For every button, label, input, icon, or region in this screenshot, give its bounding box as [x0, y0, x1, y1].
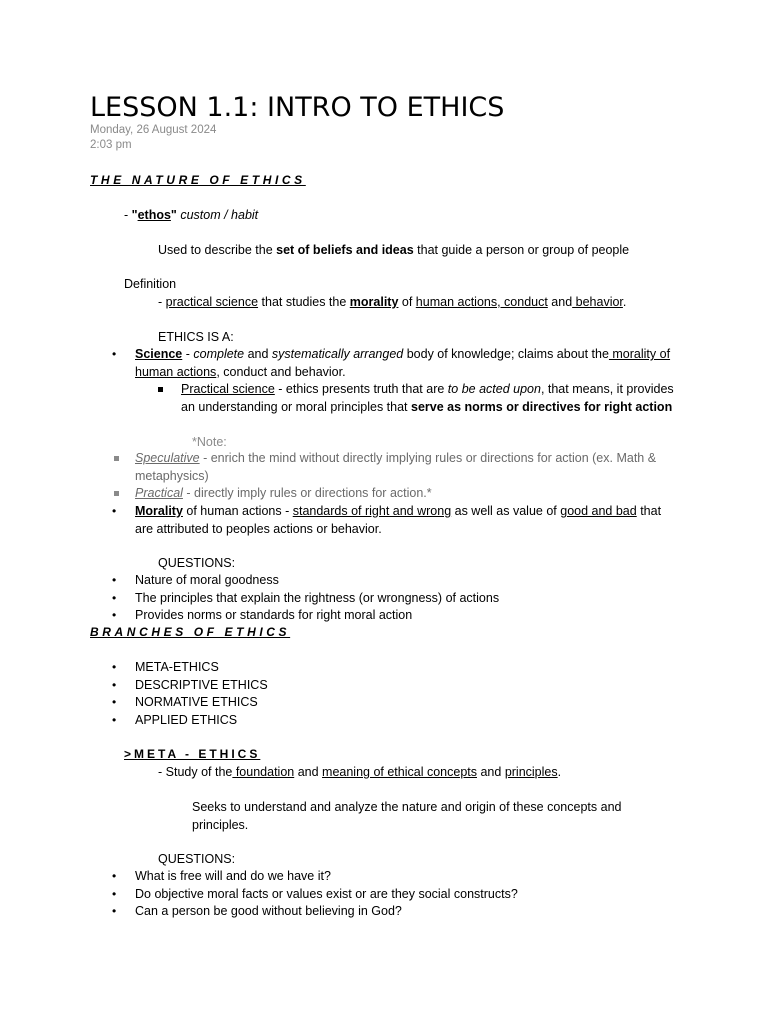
- question-item: Do objective moral facts or values exist or are they social constructs?: [135, 887, 518, 901]
- ethics-is-a-label: ETHICS IS A:: [158, 330, 234, 344]
- morality-text: Morality of human actions - standards of right and wrong as well as value of good and bad that are attributed to peoples actions or behavior.: [135, 504, 662, 536]
- meta-ethics-heading: >META - ETHICS: [124, 747, 261, 761]
- bullet-dot: •: [112, 713, 117, 727]
- meta-seeks-text: Seeks to understand and analyze the nature and origin of these concepts and principles.: [192, 800, 622, 832]
- bullet-dot: •: [112, 608, 117, 622]
- bullet-dot: •: [112, 660, 117, 674]
- question-item: Nature of moral goodness: [135, 573, 279, 587]
- section-heading-nature: THE NATURE OF ETHICS: [90, 173, 306, 187]
- square-bullet: [158, 387, 163, 392]
- question-item: What is free will and do we have it?: [135, 869, 331, 883]
- page-date: Monday, 26 August 2024: [90, 124, 217, 136]
- bullet-dot: •: [112, 504, 117, 518]
- practical-science-text: Practical science - ethics presents truth that are to be acted upon, that means, it provides an understanding or moral principles that serve as norms or directives for right action: [181, 382, 674, 414]
- branch-item: DESCRIPTIVE ETHICS: [135, 678, 268, 692]
- used-line: Used to describe the set of beliefs and ideas that guide a person or group of people: [158, 243, 630, 257]
- bullet-dot: •: [112, 573, 117, 587]
- bullet-dot: •: [112, 904, 117, 918]
- definition-text: - practical science that studies the morality of human actions, conduct and behavior.: [158, 295, 627, 309]
- practical-text: Practical - directly imply rules or directions for action.*: [135, 486, 432, 500]
- bullet-dot: •: [112, 695, 117, 709]
- section-heading-branches: BRANCHES OF ETHICS: [90, 625, 291, 639]
- definition-label: Definition: [124, 277, 177, 291]
- page-title: LESSON 1.1: INTRO TO ETHICS: [90, 92, 505, 123]
- square-bullet-gray: [114, 456, 119, 461]
- note-label: *Note:: [192, 435, 227, 449]
- speculative-text: Speculative - enrich the mind without directly implying rules or directions for action (ex. Math & metaphysics): [135, 451, 657, 483]
- bullet-dot: •: [112, 678, 117, 692]
- ethos-line: - "ethos" custom / habit: [124, 208, 259, 222]
- branch-item: NORMATIVE ETHICS: [135, 695, 258, 709]
- branch-item: META-ETHICS: [135, 660, 219, 674]
- question-item: Provides norms or standards for right moral action: [135, 608, 413, 622]
- square-bullet-gray: [114, 491, 119, 496]
- bullet-dot: •: [112, 869, 117, 883]
- meta-definition: - Study of the foundation and meaning of ethical concepts and principles.: [158, 765, 562, 779]
- question-item: The principles that explain the rightness (or wrongness) of actions: [135, 591, 500, 605]
- branch-item: APPLIED ETHICS: [135, 713, 238, 727]
- bullet-dot: •: [112, 887, 117, 901]
- science-text: Science - complete and systematically arranged body of knowledge; claims about the morality of human actions, conduct and behavior.: [135, 347, 671, 379]
- bullet-dot: •: [112, 591, 117, 605]
- questions-label: QUESTIONS:: [158, 852, 236, 866]
- question-item: Can a person be good without believing in God?: [135, 904, 402, 918]
- page-time: 2:03 pm: [90, 139, 132, 151]
- bullet-dot: •: [112, 347, 117, 361]
- questions-label: QUESTIONS:: [158, 556, 236, 570]
